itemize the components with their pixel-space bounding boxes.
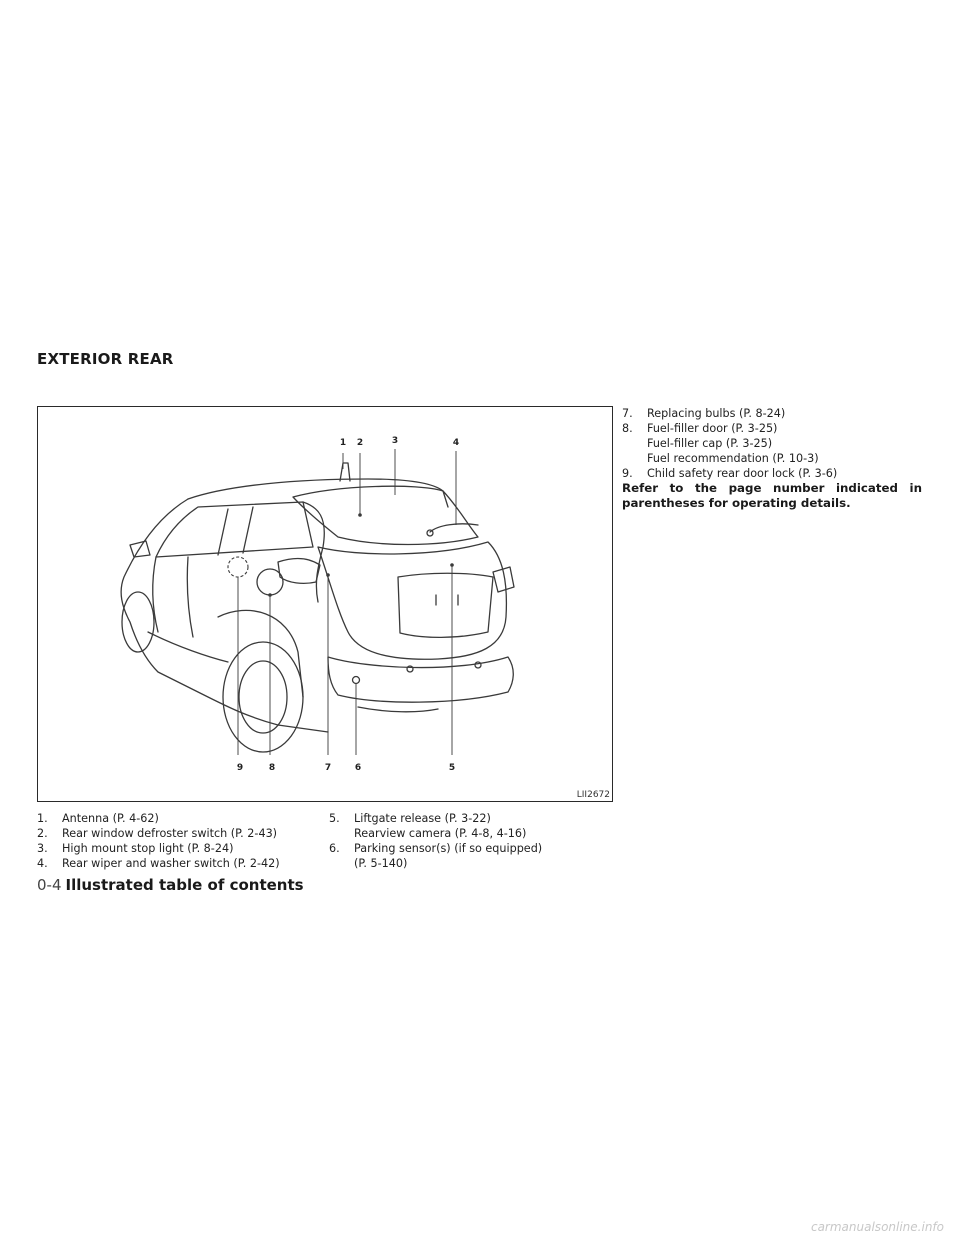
- callout-6: 6: [354, 763, 362, 773]
- page-number: 0-4: [37, 876, 62, 894]
- side-mirror: [130, 541, 150, 557]
- list-item: [622, 466, 837, 481]
- item-subtext: Fuel recommendation (P. 10-3): [647, 452, 819, 465]
- item-subtext: Rearview camera (P. 4-8, 4-16): [354, 827, 527, 840]
- section-title: EXTERIOR REAR: [37, 350, 174, 368]
- item-text: Fuel-filler door (P. 3-25): [647, 422, 778, 435]
- component-list-3: [622, 406, 837, 481]
- wheel-arch: [218, 610, 303, 697]
- callout-7: 7: [324, 763, 332, 773]
- item-text: Rear window defroster switch (P. 2-43): [62, 827, 278, 840]
- fuel-filler-door: [257, 569, 283, 595]
- liftgate: [318, 542, 506, 659]
- item-text: Rear wiper and washer switch (P. 2-42): [62, 857, 280, 870]
- item-number: 3.: [37, 842, 48, 855]
- reference-note: Refer to the page number indicated in parentheses for operating details.: [622, 481, 922, 510]
- list-item: [37, 841, 280, 856]
- antenna: [340, 463, 350, 481]
- callout-1: 1: [339, 438, 347, 448]
- item-number: 8.: [622, 422, 633, 435]
- list-item: [37, 826, 280, 841]
- list-item: [37, 856, 280, 871]
- list-item: [329, 841, 542, 871]
- item-number: 9.: [622, 467, 633, 480]
- item-text: Child safety rear door lock (P. 3-6): [647, 467, 838, 480]
- body-outline: [121, 499, 328, 732]
- item-number: 2.: [37, 827, 48, 840]
- callout-3: 3: [391, 436, 399, 446]
- item-text: High mount stop light (P. 8-24): [62, 842, 234, 855]
- item-text: Replacing bulbs (P. 8-24): [647, 407, 786, 420]
- callout-8: 8: [268, 763, 276, 773]
- child-lock-marker: [228, 557, 248, 577]
- component-list-1: [37, 811, 280, 871]
- rear-wheel: [223, 642, 303, 752]
- item-text: Parking sensor(s) (if so equipped): [354, 842, 543, 855]
- item-number: 6.: [329, 842, 340, 855]
- side-window: [156, 502, 313, 557]
- roof-outline: [188, 479, 448, 507]
- item-number: 1.: [37, 812, 48, 825]
- item-number: 7.: [622, 407, 633, 420]
- item-number: 4.: [37, 857, 48, 870]
- callout-4: 4: [452, 438, 460, 448]
- list-item: [37, 811, 280, 826]
- figure-code: LII2672: [576, 790, 610, 800]
- list-item: [329, 811, 542, 841]
- list-item: [622, 406, 837, 421]
- plate-recess: [398, 573, 493, 637]
- item-subtext: Fuel-filler cap (P. 3-25): [647, 437, 773, 450]
- watermark: carmanualsonline.info: [810, 1220, 944, 1234]
- item-text: Antenna (P. 4-62): [62, 812, 159, 825]
- callout-2: 2: [356, 438, 364, 448]
- item-number: 5.: [329, 812, 340, 825]
- callout-5: 5: [448, 763, 456, 773]
- list-item: [622, 421, 837, 466]
- page-footer: [37, 876, 304, 894]
- vehicle-rear-illustration: [37, 406, 613, 802]
- item-text: Liftgate release (P. 3-22): [354, 812, 491, 825]
- chapter-title: Illustrated table of contents: [65, 876, 304, 894]
- callout-9: 9: [236, 763, 244, 773]
- vehicle-drawing: [38, 407, 612, 801]
- component-list-2: [329, 811, 542, 871]
- tail-light-left: [278, 559, 320, 584]
- item-subtext: (P. 5-140): [354, 857, 408, 870]
